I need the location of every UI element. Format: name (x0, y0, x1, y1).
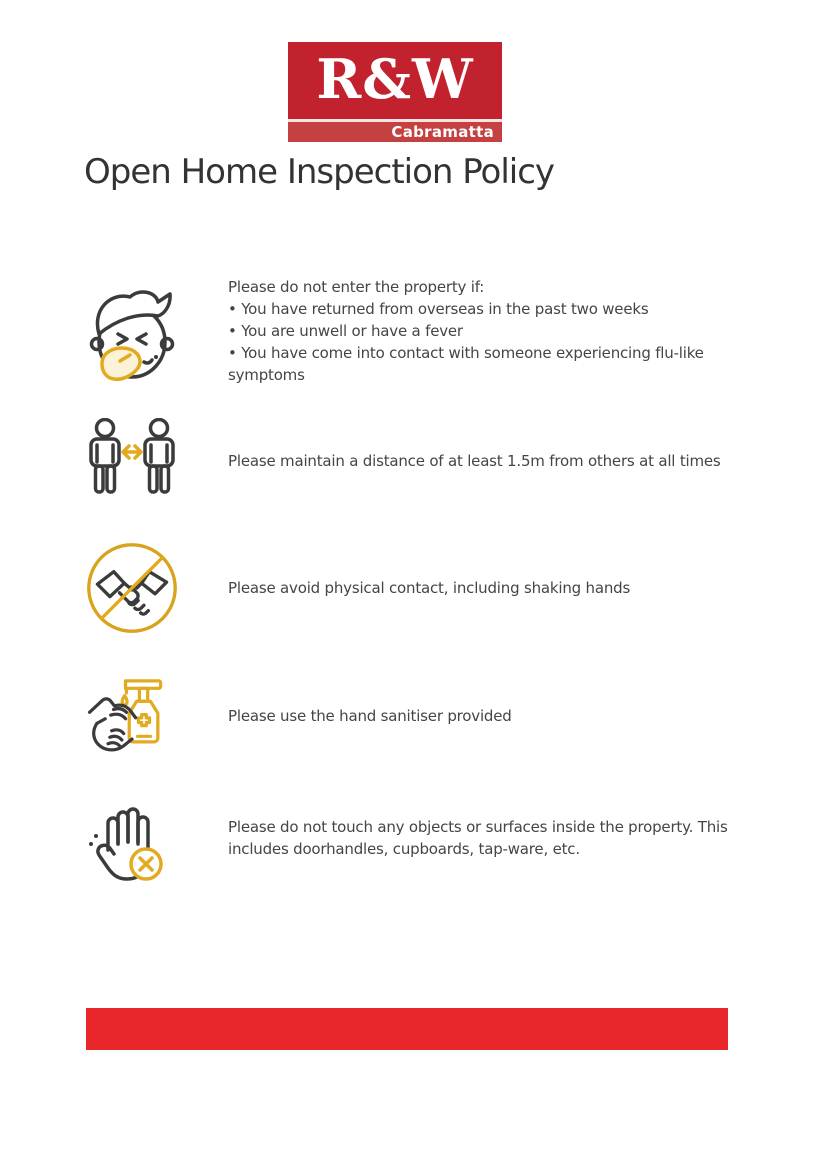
rule-text-line: • You have come into contact with someone experiencing flu-like (228, 344, 704, 362)
rule-text-line: symptoms (228, 366, 305, 384)
social-distance-icon (84, 418, 180, 504)
rule-text (228, 816, 728, 860)
brand-location-label: Cabramatta (391, 123, 494, 141)
no-handshake-icon (84, 538, 180, 638)
rule-text-line: Please use the hand sanitiser provided (228, 707, 512, 725)
rule-text (228, 577, 630, 599)
brand-logo-main (288, 42, 502, 119)
sneezing-person-icon (84, 284, 180, 390)
rule-text (228, 705, 512, 727)
brand-logo-text: R&W (316, 47, 474, 111)
rule-text (228, 450, 721, 472)
rule-text-line: includes doorhandles, cupboards, tap-ware, etc. (228, 840, 580, 858)
policy-rule-row (84, 792, 728, 884)
policy-rule-row (84, 418, 721, 504)
rule-text (228, 276, 704, 386)
rule-text-line: • You have returned from overseas in the past two weeks (228, 300, 649, 318)
policy-rule-row (84, 668, 512, 764)
rule-text-line: Please maintain a distance of at least 1.5m from others at all times (228, 452, 721, 470)
hand-sanitiser-icon (84, 668, 180, 764)
policy-rule-row (84, 270, 704, 390)
policy-rule-row (84, 538, 630, 638)
brand-logo (288, 42, 502, 142)
page-title: Open Home Inspection Policy (84, 152, 555, 192)
footer-bar (86, 1008, 728, 1050)
rule-text-line: • You are unwell or have a fever (228, 322, 463, 340)
rule-text-line: Please do not touch any objects or surfaces inside the property. This (228, 818, 728, 836)
rule-text-line: Please avoid physical contact, including shaking hands (228, 579, 631, 597)
no-touch-icon (84, 792, 180, 884)
brand-logo-band (288, 122, 502, 142)
rule-text-line: Please do not enter the property if: (228, 278, 485, 296)
